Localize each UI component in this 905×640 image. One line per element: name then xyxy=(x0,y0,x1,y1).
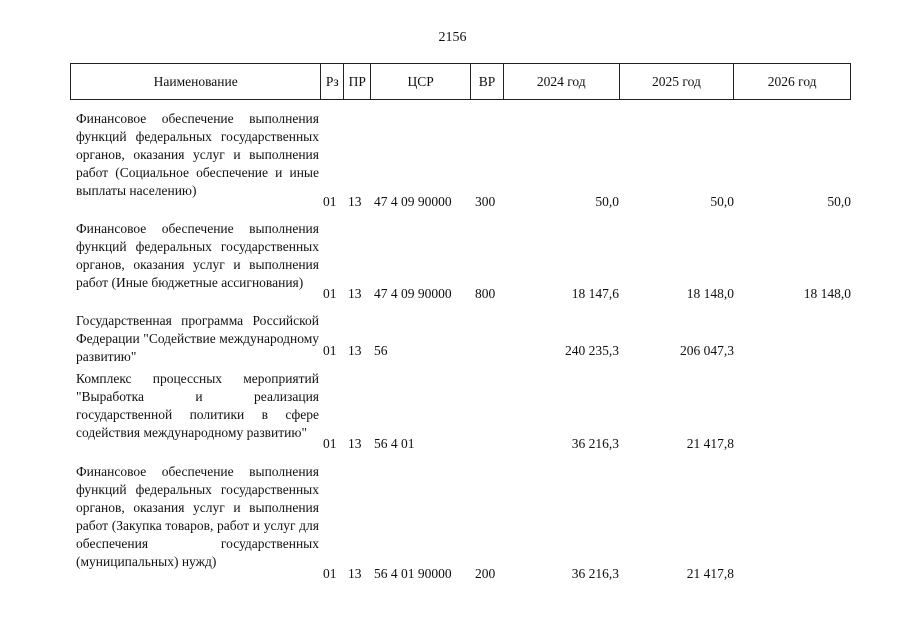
row-vr: 300 xyxy=(475,194,496,209)
row-name: Комплекс процессных мероприятий "Выработка и реализация государственной политики в сфере содействия международному развитию" xyxy=(76,371,319,440)
row-values xyxy=(70,285,851,303)
column-header-name: Наименование xyxy=(71,64,321,99)
row-2024: 18 147,6 xyxy=(571,286,619,301)
row-csr: 56 4 01 90000 xyxy=(374,566,452,581)
row-pr: 13 xyxy=(348,343,362,358)
row-rz: 01 xyxy=(323,343,337,358)
row-csr: 56 4 01 xyxy=(374,436,415,451)
row-csr: 56 xyxy=(374,343,388,358)
row-name: Государственная программа Российской Федерации "Содействие международному развитию" xyxy=(76,313,319,364)
column-header-2024: 2024 год xyxy=(504,64,620,99)
row-2025: 21 417,8 xyxy=(686,436,734,451)
table-row xyxy=(70,463,851,583)
row-vr: 200 xyxy=(475,566,496,581)
row-2025: 206 047,3 xyxy=(680,343,734,358)
row-2024: 36 216,3 xyxy=(571,566,619,581)
row-rz: 01 xyxy=(323,436,337,451)
row-values xyxy=(70,193,851,211)
row-pr: 13 xyxy=(348,436,362,451)
column-header-pr: ПР xyxy=(344,64,371,99)
column-header-csr: ЦСР xyxy=(371,64,471,99)
page-number: 2156 xyxy=(438,30,467,45)
table-row xyxy=(70,220,851,303)
column-header-2026: 2026 год xyxy=(767,73,817,89)
column-header-rz: Рз xyxy=(321,64,344,99)
row-values xyxy=(70,435,851,453)
row-name: Финансовое обеспечение выполнения функций федеральных государственных органов, оказания услуг и выполнения работ (Иные бюджетные ассигнования) xyxy=(76,221,319,290)
row-pr: 13 xyxy=(348,286,362,301)
row-2025: 21 417,8 xyxy=(686,566,734,581)
row-2025: 18 148,0 xyxy=(686,286,734,301)
row-name: Финансовое обеспечение выполнения функций федеральных государственных органов, оказания услуг и выполнения работ (Социальное обеспечение и иные выплаты населению) xyxy=(76,111,319,198)
column-header-2025: 2025 год xyxy=(620,64,735,99)
row-2024: 240 235,3 xyxy=(565,343,619,358)
row-pr: 13 xyxy=(348,194,362,209)
row-vr: 800 xyxy=(475,286,496,301)
row-2026: 18 148,0 xyxy=(803,286,851,301)
row-rz: 01 xyxy=(323,194,337,209)
row-csr: 47 4 09 90000 xyxy=(374,286,452,301)
table-header xyxy=(70,63,851,100)
column-header-vr: ВР xyxy=(471,64,504,99)
row-values xyxy=(70,565,851,583)
row-2025: 50,0 xyxy=(710,194,734,209)
row-pr: 13 xyxy=(348,566,362,581)
row-2024: 50,0 xyxy=(595,194,619,209)
table-row xyxy=(70,312,851,364)
row-name: Финансовое обеспечение выполнения функций федеральных государственных органов, оказания услуг и выполнения работ (Закупка товаров, работ и услуг для обеспечения государственных (муниципальных) нужд) xyxy=(76,464,319,569)
row-2024: 36 216,3 xyxy=(571,436,619,451)
row-rz: 01 xyxy=(323,286,337,301)
row-values xyxy=(70,342,851,360)
table-row xyxy=(70,110,851,211)
row-rz: 01 xyxy=(323,566,337,581)
table-row xyxy=(70,370,851,453)
row-csr: 47 4 09 90000 xyxy=(374,194,452,209)
row-2026: 50,0 xyxy=(827,194,851,209)
